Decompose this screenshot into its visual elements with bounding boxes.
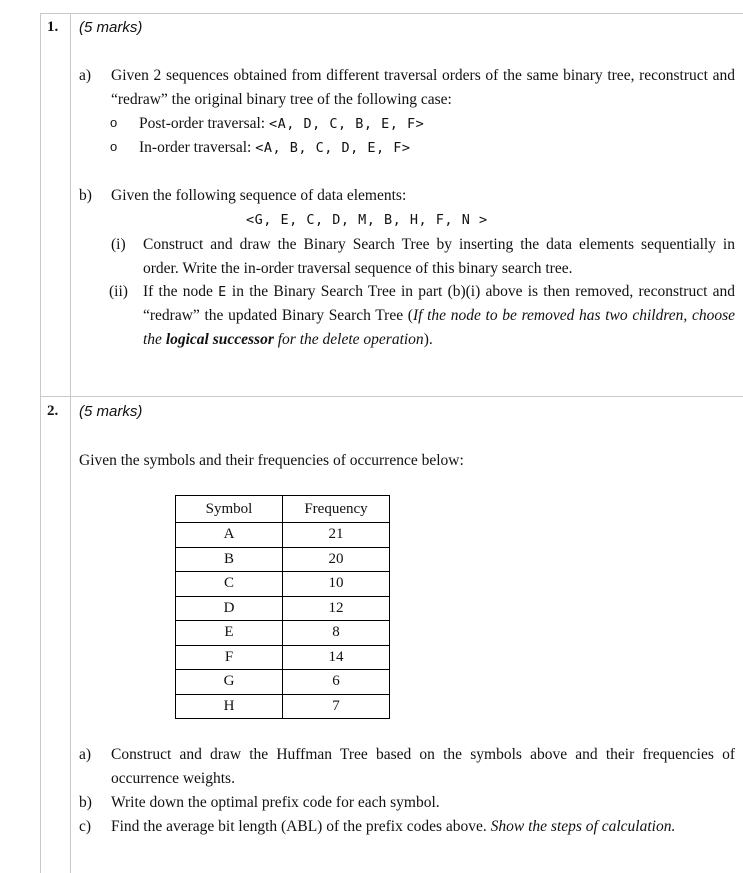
q1a-label: a) bbox=[79, 67, 92, 84]
header-frequency: Frequency bbox=[283, 496, 390, 523]
text: “redraw” the updated Binary Search Tree ( bbox=[143, 307, 413, 324]
symbol-cell: D bbox=[176, 596, 283, 621]
bullet-label: Post-order traversal: bbox=[139, 115, 269, 132]
table-row bbox=[176, 547, 390, 572]
traversal-sequence: <A, D, C, B, E, F> bbox=[269, 116, 425, 132]
text: for the delete operation bbox=[273, 331, 424, 348]
table-row bbox=[176, 596, 390, 621]
frequency-cell: 7 bbox=[283, 694, 390, 719]
text: in the Binary Search Tree in part (b)(i) above is then removed, reconstruct and bbox=[226, 283, 735, 300]
symbol-cell: F bbox=[176, 645, 283, 670]
text: the bbox=[143, 331, 166, 348]
table-row bbox=[176, 621, 390, 646]
symbol-cell: G bbox=[176, 670, 283, 695]
q1b-ii-line2 bbox=[143, 307, 735, 325]
symbol-cell: C bbox=[176, 572, 283, 597]
q1a-line1: Given 2 sequences obtained from different traversal orders of the same binary tree, reconstruct and bbox=[111, 67, 735, 84]
q1b-intro: Given the following sequence of data elements: bbox=[111, 187, 407, 204]
symbol-cell: B bbox=[176, 547, 283, 572]
symbol-cell: A bbox=[176, 523, 283, 548]
q2-intro: Given the symbols and their frequencies of occurrence below: bbox=[79, 452, 464, 469]
q1b-ii-line1 bbox=[143, 283, 735, 301]
question-2-number: 2. bbox=[47, 403, 59, 419]
q2a-line2: occurrence weights. bbox=[111, 770, 235, 787]
frequency-cell: 20 bbox=[283, 547, 390, 572]
frequency-cell: 10 bbox=[283, 572, 390, 597]
symbol-cell: E bbox=[176, 621, 283, 646]
left-border bbox=[40, 13, 41, 873]
q1a-line2: “redraw” the original binary tree of the following case: bbox=[111, 91, 452, 108]
italic-note: Show the steps of calculation. bbox=[490, 818, 676, 835]
q2c-label: c) bbox=[79, 818, 92, 835]
italic-note: If the node to be removed has two children, choose bbox=[412, 307, 735, 324]
node-name: E bbox=[218, 284, 227, 300]
q1b-label: b) bbox=[79, 187, 92, 204]
q2a-label: a) bbox=[79, 746, 92, 763]
header-symbol: Symbol bbox=[176, 496, 283, 523]
q2a-line1: Construct and draw the Huffman Tree based on the symbols above and their frequencies of bbox=[111, 746, 735, 763]
q1b-ii-label: (ii) bbox=[109, 283, 128, 300]
q1b-sequence: <G, E, C, D, M, B, H, F, N > bbox=[246, 212, 488, 228]
q1a-bullet-postorder bbox=[139, 115, 424, 133]
table-row bbox=[176, 645, 390, 670]
table-header-row bbox=[176, 496, 390, 523]
symbol-cell: H bbox=[176, 694, 283, 719]
text: ). bbox=[423, 331, 433, 348]
q1b-i-label: (i) bbox=[111, 236, 126, 253]
q2c-text bbox=[111, 818, 675, 836]
table-row bbox=[176, 670, 390, 695]
traversal-sequence: <A, B, C, D, E, F> bbox=[255, 140, 411, 156]
top-border bbox=[40, 13, 743, 14]
frequency-cell: 12 bbox=[283, 596, 390, 621]
question-1-number: 1. bbox=[47, 19, 59, 35]
question-2-marks: (5 marks) bbox=[79, 403, 143, 420]
frequency-cell: 21 bbox=[283, 523, 390, 548]
q1b-i-line1: Construct and draw the Binary Search Tree by inserting the data elements sequentially in bbox=[143, 236, 735, 253]
table-row bbox=[176, 572, 390, 597]
column-divider bbox=[70, 13, 71, 873]
question-1-marks: (5 marks) bbox=[79, 19, 143, 36]
table-row bbox=[176, 523, 390, 548]
table-row bbox=[176, 694, 390, 719]
q1b-ii-line3 bbox=[143, 331, 433, 349]
bullet-marker: o bbox=[110, 115, 118, 130]
bold-term: logical successor bbox=[165, 331, 274, 348]
text: Find the average bit length (ABL) of the prefix codes above. bbox=[111, 818, 491, 835]
frequency-table bbox=[175, 495, 390, 719]
q2b-label: b) bbox=[79, 794, 92, 811]
frequency-cell: 6 bbox=[283, 670, 390, 695]
bullet-marker: o bbox=[110, 139, 118, 154]
q2b-text: Write down the optimal prefix code for each symbol. bbox=[111, 794, 440, 811]
frequency-cell: 8 bbox=[283, 621, 390, 646]
q1b-i-line2: order. Write the in-order traversal sequence of this binary search tree. bbox=[143, 260, 573, 277]
text: If the node bbox=[143, 283, 219, 300]
row-divider bbox=[40, 396, 743, 397]
q1a-bullet-inorder bbox=[139, 139, 411, 157]
frequency-cell: 14 bbox=[283, 645, 390, 670]
bullet-label: In-order traversal: bbox=[139, 139, 256, 156]
